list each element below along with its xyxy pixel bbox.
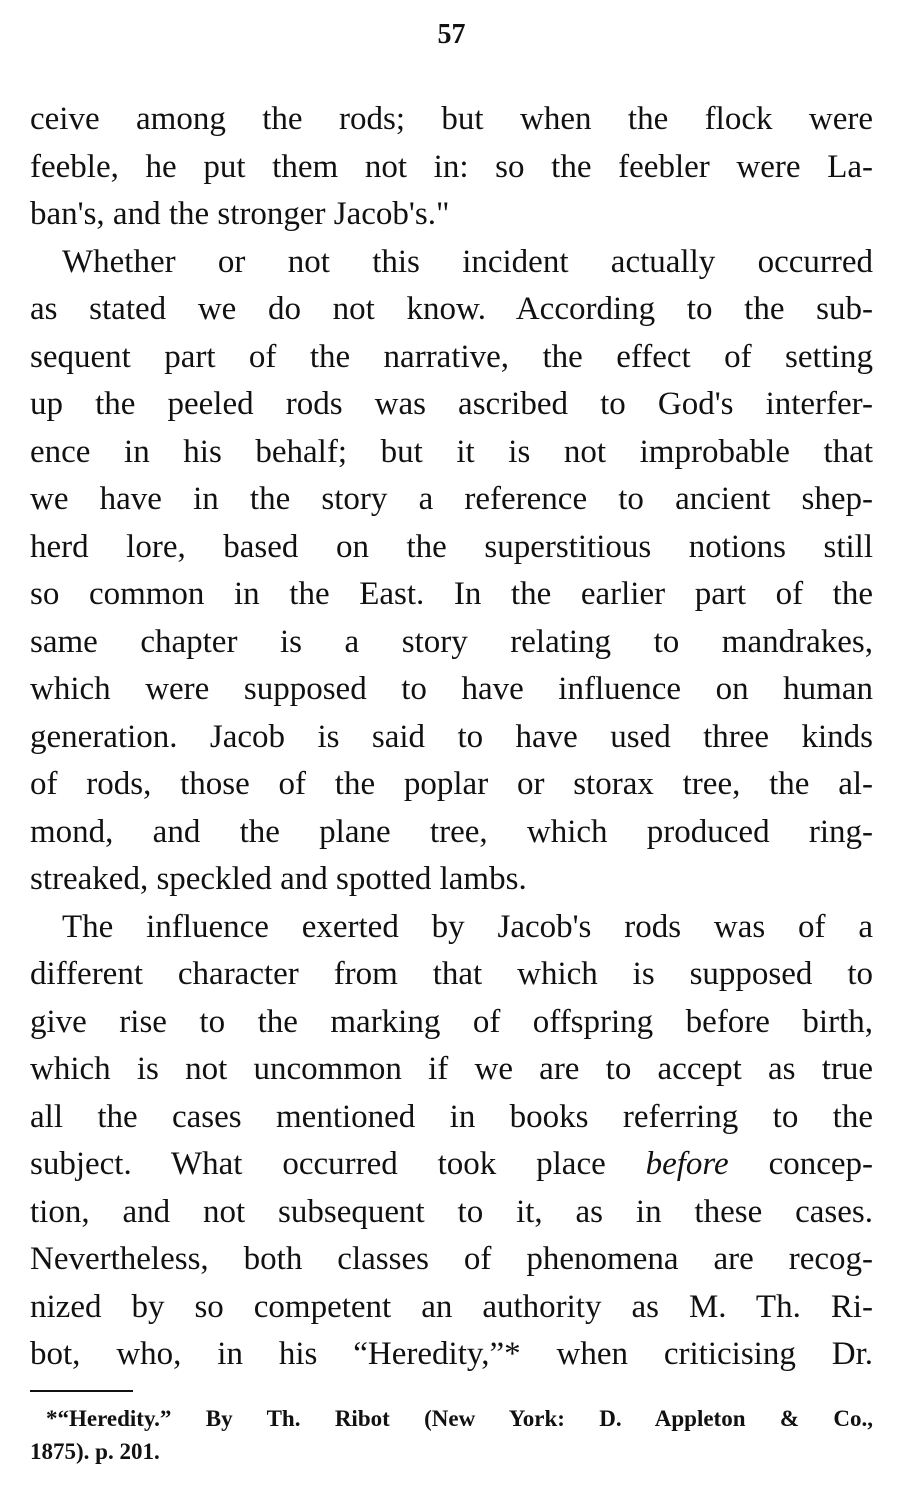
text-line: mond, and the plane tree, which produced ring- [30,813,873,850]
text-line: ban's, and the stronger Jacob's." [30,196,450,232]
text-segment: concep- [728,1146,873,1182]
text-line: streaked, speckled and spotted lambs. [30,861,527,897]
text-line: ence in his behalf; but it is not improbable that [30,433,873,470]
footnote-line: 1875). p. 201. [30,1439,160,1464]
text-line: herd lore, based on the superstitious notions still [30,528,873,565]
text-segment: subject. What occurred took place [30,1146,646,1182]
body-text [30,96,873,1379]
text-line: sequent part of the narrative, the effect of setting [30,338,873,375]
footnote [30,1402,873,1468]
text-line: feeble, he put them not in: so the feebler were La- [30,148,873,185]
text-line: all the cases mentioned in books referring to the [30,1098,873,1135]
page-number: 57 [437,19,466,50]
text-line: nized by so competent an authority as M. Th. Ri- [30,1288,873,1325]
text-line: generation. Jacob is said to have used three kinds [30,718,873,755]
text-line [30,1141,873,1189]
footnote-divider [30,1390,133,1392]
text-line: bot, who, in his “Heredity,”* when criticising Dr. [30,1336,873,1372]
text-line: which is not uncommon if we are to accept as true [30,1051,873,1087]
text-line: as stated we do not know. According to the sub- [30,291,873,327]
text-line: different character from that which is supposed to [30,956,873,992]
text-line: ceive among the rods; but when the flock were [30,101,873,137]
text-line: Whether or not this incident actually occurred [62,243,873,280]
text-line: we have in the story a reference to ancient shep- [30,481,873,517]
book-page [30,0,873,1490]
text-line: Nevertheless, both classes of phenomena are recog- [30,1241,873,1277]
italic-word: before [645,1146,729,1182]
text-line: same chapter is a story relating to mandrakes, [30,623,873,660]
text-line: so common in the East. In the earlier part of the [30,576,873,612]
text-line: tion, and not subsequent to it, as in these cases. [30,1193,873,1230]
text-line: give rise to the marking of offspring before birth, [30,1003,873,1040]
footnote-line: *“Heredity.” By Th. Ribot (New York: D. Appleton & Co., [46,1406,873,1431]
text-line: of rods, those of the poplar or storax tree, the al- [30,766,873,802]
text-line: The influence exerted by Jacob's rods was of a [62,908,873,945]
text-line: which were supposed to have influence on human [30,671,873,707]
text-line: up the peeled rods was ascribed to God's interfer- [30,386,873,422]
